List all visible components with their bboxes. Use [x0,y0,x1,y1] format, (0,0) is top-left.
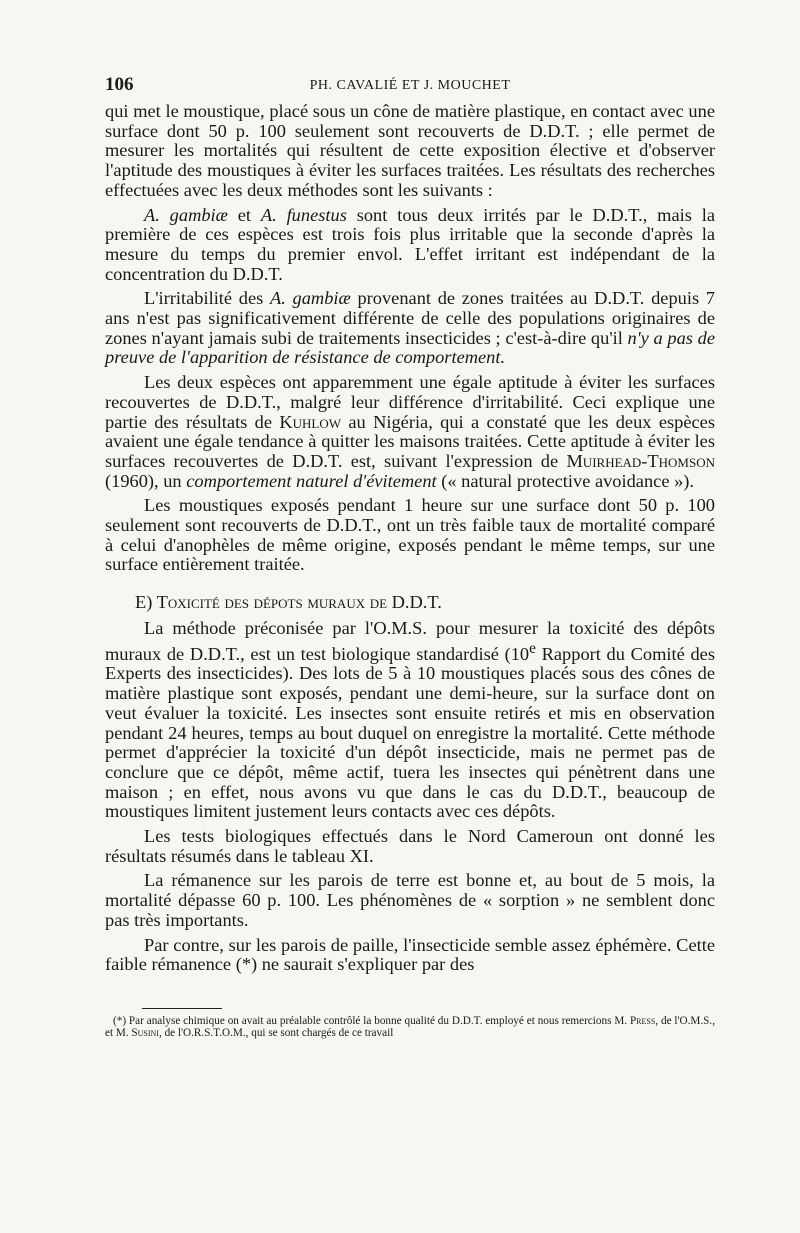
section-heading: E) Toxicité des dépots muraux de D.D.T. [135,592,442,613]
species-name: A. gambiæ [144,204,228,225]
paragraph-5: Les moustiques exposés pendant 1 heure sur une surface dont 50 p. 100 seulement sont recouverts de D.D.T., ont un très faible taux de mortalité comparé à celui d'anophèles de même origine, exposés pendant le même temps, sur une surface entièrement traitée. [105,495,715,575]
footnote-text: , de l'O.M.S., et M. [105,1014,715,1040]
page-header [105,72,715,102]
author-name: Kuhlow [279,411,342,432]
footnote [105,1015,715,1040]
author-name: Muirhead-Thomson [566,450,715,471]
emphasis-text: comportement naturel d'évitement [186,470,437,491]
person-name: Susini [131,1027,159,1040]
paragraph-6 [105,619,715,822]
paragraph-9: Par contre, sur les parois de paille, l'insecticide semble assez éphémère. Cette faible rémanence (*) ne saurait s'expliquer par des [105,934,715,975]
footnote-text: Par analyse chimique on avait au préalable contrôlé la bonne qualité du D.D.T. employé et nous remercions M. [126,1014,630,1027]
running-title: PH. CAVALIÉ ET J. MOUCHET [309,78,511,93]
paragraph-1: qui met le moustique, placé sous un cône de matière plastique, en contact avec une surface dont 50 p. 100 seulement sont recouverts de D.D.T. ; elle permet de mesurer les mortalités qui résultent de cette exposition élective et d'observer l'aptitude des moustiques à éviter les surfaces traitées. Les résultats des recherches effectuées avec les deux méthodes sont les suivants : [105,101,715,200]
paragraph-6-text: La méthode préconisée par l'O.M.S. pour mesurer la toxicité des dépôts muraux de D.D.T., est un test biologique standardisé (10 [105,617,715,664]
paragraph-2-text: sont tous deux irrités par le D.D.T., mais la première de ces espèces est trois fois plus irritable que la seconde d'après la mesure du temps du premier envol. L'effet irritant est indépendant de la concentration du D.D.T. [105,204,715,284]
main-text [105,102,715,975]
paragraph-4 [105,373,715,491]
species-name: A. gambiæ [270,288,351,309]
emphasis-text: n'y a pas de preuve de l'apparition de résistance de comportement. [105,327,715,368]
paragraph-3 [105,289,715,368]
footnote-divider [142,1008,222,1009]
paragraph-7: Les tests biologiques effectués dans le Nord Cameroun ont donné les résultats résumés dans le tableau XI. [105,826,715,866]
paragraph-3-text: L'irritabilité des [144,288,270,309]
species-name: A. funestus [260,204,347,225]
paragraph-4-text: (1960), un [105,470,187,491]
paragraph-2-text: et [227,204,261,225]
paragraph-3-text: provenant de zones traitées au D.D.T. depuis 7 ans n'est pas significativement différente de celle des populations originaires de zones n'ayant jamais subi de traitements insecticides ; c'est-à-dire qu'il [105,288,716,348]
paragraph-4-text: Les deux espèces ont apparemment une égale aptitude à éviter les surfaces recouvertes de D.D.T., malgré leur différence d'irritabilité. Ceci explique une partie des résultats de [105,372,715,432]
footnote-text: , de l'O.R.S.T.O.M., qui se sont chargés de ce travail [158,1027,394,1040]
page-number: 106 [105,74,134,95]
paragraph-4-text: (« natural protective avoidance »). [436,470,695,491]
paragraph-6-text: Rapport du Comité des Experts des insecticides). Des lots de 5 à 10 moustiques placés sous des cônes de matière plastique sont exposés, pendant une demi-heure, sur la surface dont on veut évaluer la toxicité. Les insectes sont ensuite retirés et mis en observation pendant 24 heures, temps au bout duquel on enregistre la mortalité. Cette méthode permet d'apprécier la toxicité d'un dépôt insecticide, mais ne permet pas de conclure que ce dépôt, même actif, tuera les insectes qui pénètrent dans une maison ; en effet, nous avons vu que dans le cas du D.D.T., beaucoup de moustiques limitent justement leurs contacts avec ces dépôts. [105,643,715,822]
paragraph-2 [105,206,715,285]
paragraph-8: La rémanence sur les parois de terre est bonne et, au bout de 5 mois, la mortalité dépasse 60 p. 100. Les phénomènes de « sorption » ne semblent donc pas très importants. [105,870,715,930]
person-name: Press [629,1014,656,1027]
ordinal-superscript: e [529,639,536,657]
paragraph-4-text: au Nigéria, qui a constaté que les deux espèces avaient une égale tendance à quitter les maisons traitées. Cette aptitude à éviter les surfaces recouvertes de D.D.T. est, suivant l'expression de [105,411,715,471]
book-page [105,72,715,1040]
footnote-marker: (*) [113,1014,127,1027]
